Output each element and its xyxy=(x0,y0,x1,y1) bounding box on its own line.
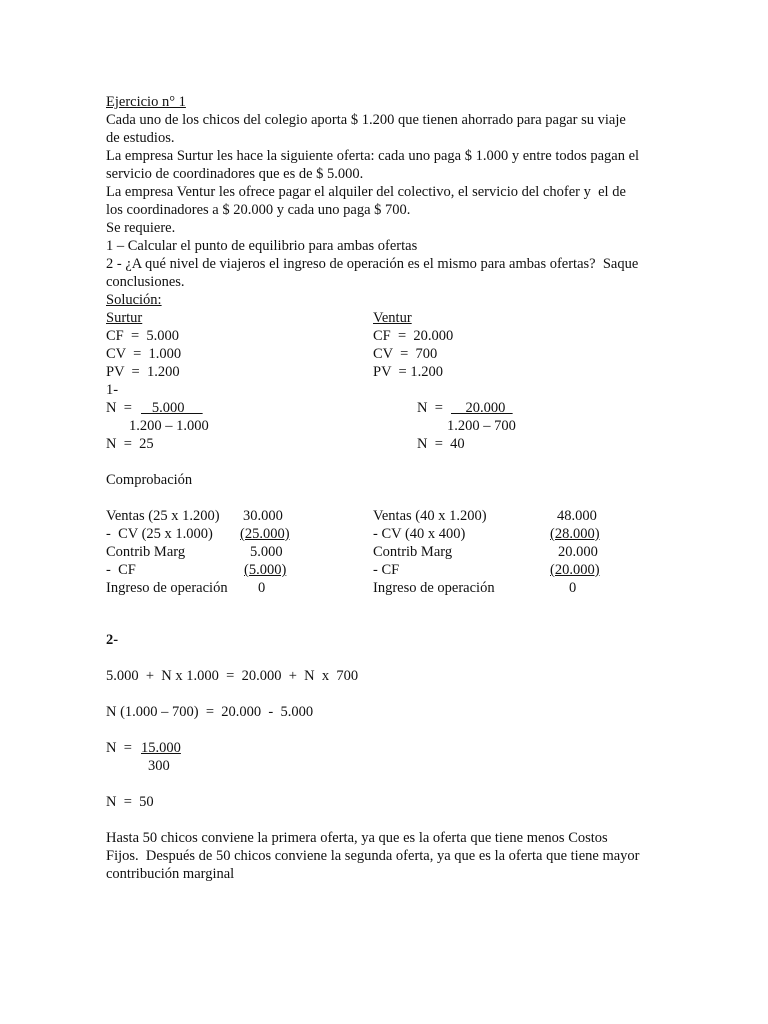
check-right-label: - CF xyxy=(373,562,400,578)
part2-n-result: N = 50 xyxy=(106,794,154,810)
ventur-n-label: N = xyxy=(417,400,443,416)
statement-line: Se requiere. xyxy=(106,220,176,236)
statement-line: La empresa Surtur les hace la siguiente oferta: cada uno paga $ 1.000 y entre todos pagan el xyxy=(106,148,640,164)
check-right-value: 0 xyxy=(569,580,577,596)
surtur-n-numerator: 5.000 xyxy=(141,400,203,416)
conclusion-line: contribución marginal xyxy=(106,866,235,882)
statement-line: los coordinadores a $ 20.000 y cada uno paga $ 700. xyxy=(106,202,411,218)
ventur-n-denominator: 1.200 – 700 xyxy=(447,418,516,434)
ventur-n-numerator: 20.000 xyxy=(451,400,513,416)
surtur-name: Surtur xyxy=(106,310,143,326)
check-left-label: - CV (25 x 1.000) xyxy=(106,526,213,542)
surtur-n-result: N = 25 xyxy=(106,436,154,452)
check-right-value: (28.000) xyxy=(550,526,600,542)
check-left-value: 30.000 xyxy=(243,508,283,524)
surtur-n-label: N = xyxy=(106,400,132,416)
conclusion-line: Fijos. Después de 50 chicos conviene la segunda oferta, ya que es la oferta que tiene mayor xyxy=(106,848,640,864)
check-right-label: Contrib Marg xyxy=(373,544,453,560)
statement-line: 2 - ¿A qué nivel de viajeros el ingreso de operación es el mismo para ambas ofertas? Saque xyxy=(106,256,639,272)
part2-heading: 2- xyxy=(106,632,119,648)
check-right-value: 48.000 xyxy=(557,508,597,524)
check-left-label: - CF xyxy=(106,562,136,578)
surtur-cf: CF = 5.000 xyxy=(106,328,180,344)
statement-line: de estudios. xyxy=(106,130,175,146)
statement-line: Cada uno de los chicos del colegio aporta $ 1.200 que tienen ahorrado para pagar su viaje xyxy=(106,112,626,128)
conclusion-line: Hasta 50 chicos conviene la primera oferta, ya que es la oferta que tiene menos Costos xyxy=(106,830,608,846)
check-left-value: (5.000) xyxy=(244,562,287,578)
part2-n-label: N = xyxy=(106,740,132,756)
ventur-n-result: N = 40 xyxy=(417,436,465,452)
check-right-value: (20.000) xyxy=(550,562,600,578)
check-heading: Comprobación xyxy=(106,472,193,488)
statement-line: La empresa Ventur les ofrece pagar el alquiler del colectivo, el servicio del chofer y el de xyxy=(106,184,626,200)
ventur-cv: CV = 700 xyxy=(373,346,438,362)
check-left-value: 5.000 xyxy=(250,544,283,560)
statement-line: 1 – Calcular el punto de equilibrio para ambas ofertas xyxy=(106,238,418,254)
statement-line: servicio de coordinadores que es de $ 5.000. xyxy=(106,166,364,182)
statement-line: conclusiones. xyxy=(106,274,185,290)
part2-equation: 5.000 + N x 1.000 = 20.000 + N x 700 xyxy=(106,668,359,684)
part1-label: 1- xyxy=(106,382,119,398)
check-left-label: Contrib Marg xyxy=(106,544,186,560)
solution-heading: Solución: xyxy=(106,292,162,308)
check-left-value: 0 xyxy=(258,580,266,596)
part2-n-numerator: 15.000 xyxy=(141,740,181,756)
check-right-label: Ingreso de operación xyxy=(373,580,495,596)
part2-equation: N (1.000 – 700) = 20.000 - 5.000 xyxy=(106,704,314,720)
check-left-label: Ventas (25 x 1.200) xyxy=(106,508,220,524)
check-left-value: (25.000) xyxy=(240,526,290,542)
ventur-pv: PV = 1.200 xyxy=(373,364,443,380)
part2-n-denominator: 300 xyxy=(148,758,170,774)
surtur-cv: CV = 1.000 xyxy=(106,346,182,362)
exercise-title: Ejercicio n° 1 xyxy=(106,94,186,110)
check-left-label: Ingreso de operación xyxy=(106,580,228,596)
check-right-label: - CV (40 x 400) xyxy=(373,526,466,542)
ventur-cf: CF = 20.000 xyxy=(373,328,454,344)
ventur-name: Ventur xyxy=(373,310,412,326)
check-right-value: 20.000 xyxy=(558,544,598,560)
check-right-label: Ventas (40 x 1.200) xyxy=(373,508,487,524)
surtur-pv: PV = 1.200 xyxy=(106,364,180,380)
surtur-n-denominator: 1.200 – 1.000 xyxy=(129,418,209,434)
